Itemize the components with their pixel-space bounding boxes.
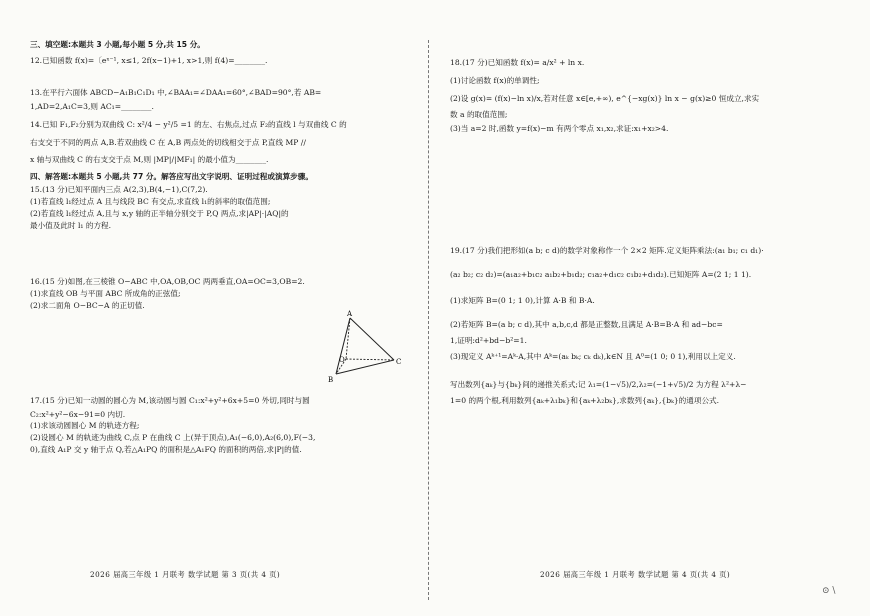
question-18-line1: 18.(17 分)已知函数 f(x)= a/x² + ln x. <box>450 58 585 67</box>
question-17-line1: 17.(15 分)已知一动圆的圆心为 M,该动圆与圆 C₁:x²+y²+6x+5=0 外切,同时与圆 <box>30 396 310 405</box>
question-16-part2: (2)求二面角 O−BC−A 的正切值. <box>30 301 145 310</box>
question-17-line2: C₂:x²+y²−6x−91=0 内切. <box>30 410 126 419</box>
vertex-label-C: C <box>396 358 402 366</box>
question-18-part2: (2)设 g(x)= (f(x)−ln x)/x,若对任意 x∈[e,+∞), e^{−xg(x)} ln x − g(x)≥0 恒成立,求实 <box>450 94 760 103</box>
vertex-label-O: O <box>339 356 345 364</box>
section-answer-heading: 四、解答题:本题共 5 小题,共 77 分。解答应写出文字说明、证明过程或演算步骤。 <box>30 172 313 181</box>
question-14-line2: 右支交于不同的两点 A,B.若双曲线 C 在 A,B 两点处的切线相交于点 P,直线 MP // <box>30 138 306 147</box>
question-18-part2-cont: 数 a 的取值范围; <box>450 110 508 119</box>
question-15-part2-cont: 最小值及此时 l₁ 的方程. <box>30 221 112 230</box>
question-13-line1: 13.在平行六面体 ABCD−A₁B₁C₁D₁ 中,∠BAA₁=∠DAA₁=60°,∠BAD=90°,若 AB= <box>30 88 322 97</box>
question-19-line1: 19.(17 分)我们把形如(a b; c d)的数学对象称作一个 2×2 矩阵.定义矩阵乘法:(a₁ b₁; c₁ d₁)· <box>450 246 764 255</box>
question-15-part1: (1)若直线 l₁经过点 A 且与线段 BC 有交点,求直线 l₁的斜率的取值范围; <box>30 197 271 206</box>
edge-AC <box>350 318 394 360</box>
question-14-line1: 14.已知 F₁,F₂分别为双曲线 C: x²/4 − y²/5 =1 的左、右焦点,过点 F₂的直线 l 与双曲线 C 的 <box>30 120 347 129</box>
question-15-line1: 15.(13 分)已知平面内三点 A(2,3),B(4,−1),C(7,2). <box>30 185 208 194</box>
edge-OC <box>346 359 394 360</box>
question-13-line2: 1,AD=2,A₁C=3,则 AC₁=________. <box>30 102 154 111</box>
edge-AB <box>336 318 350 374</box>
question-14-line3: x 轴与双曲线 C 的右支交于点 M,则 |MP|/|MF₁| 的最小值为________. <box>30 155 269 164</box>
page-3 <box>30 0 415 616</box>
vertex-label-B: B <box>328 376 334 384</box>
page-4-footer: 2026 届高三年级 1 月联考 数学试题 第 4 页(共 4 页) <box>540 570 731 579</box>
question-12: 12.已知函数 f(x)=〔eˣ⁻¹, x≤1, 2f(x−1)+1, x>1,则 f(4)=________. <box>30 56 268 65</box>
question-17-part1: (1)求该动圆圆心 M 的轨迹方程; <box>30 421 140 430</box>
question-19-part3-cont1: 写出数列{aₖ}与{bₖ}间的递推关系式;记 λ₁=(1−√5)/2,λ₂=(−1+√5)/2 为方程 λ²+λ− <box>450 380 747 389</box>
question-16-line1: 16.(15 分)如图,在三棱锥 O−ABC 中,OA,OB,OC 两两垂直,OA=OC=3,OB=2. <box>30 277 305 286</box>
page-3-footer: 2026 届高三年级 1 月联考 数学试题 第 3 页(共 4 页) <box>90 570 281 579</box>
question-15-part2: (2)若直线 l₁经过点 A,且与 x,y 轴的正半轴分别交于 P,Q 两点,求|AP|·|AQ|的 <box>30 209 289 218</box>
question-17-part2-cont: 0),直线 A₁P 交 y 轴于点 Q,若△A₁PQ 的面积是△A₁FQ 的面积的两倍,求|P|的值. <box>30 445 302 454</box>
pyramid-figure <box>326 308 406 386</box>
page-4 <box>450 0 825 616</box>
question-17-part2: (2)设圆心 M 的轨迹为曲线 C,点 P 在曲线 C 上(异于顶点),A₁(−6,0),A₂(6,0),F(−3, <box>30 433 316 442</box>
corner-mark: ⊙ \ <box>822 586 836 596</box>
question-19-part3: (3)现定义 Aᵏ⁺¹=Aᵏ·A,其中 Aᵏ=(aₖ bₖ; cₖ dₖ),k∈N 且 A⁰=(1 0; 0 1),利用以上定义. <box>450 352 736 361</box>
vertex-label-A: A <box>347 310 353 318</box>
section-fill-blank-heading: 三、填空题:本题共 3 小题,每小题 5 分,共 15 分。 <box>30 40 205 49</box>
question-19-part3-cont2: 1=0 的两个根,利用数列{aₖ+λ₁bₖ}和{aₖ+λ₂bₖ},求数列{aₖ},{bₖ}的通项公式. <box>450 396 720 405</box>
question-16-part1: (1)求直线 OB 与平面 ABC 所成角的正弦值; <box>30 289 181 298</box>
question-19-part1: (1)求矩阵 B=(0 1; 1 0),计算 A·B 和 B·A. <box>450 296 595 305</box>
question-19-part2-cont: 1,证明:d²+bd−b²=1. <box>450 336 527 345</box>
question-19-part2: (2)若矩阵 B=(a b; c d),其中 a,b,c,d 都是正整数,且满足 A·B=B·A 和 ad−bc= <box>450 320 723 329</box>
question-18-part3: (3)当 a=2 时,函数 y=f(x)−m 有两个零点 x₁,x₂,求证:x₁+x₂>4. <box>450 124 669 133</box>
fold-line <box>428 40 429 600</box>
question-19-line2: (a₂ b₂; c₂ d₂)=(a₁a₂+b₁c₂ a₁b₂+b₁d₂; c₁a₂+d₁c₂ c₁b₂+d₁d₂).已知矩阵 A=(2 1; 1 1). <box>450 270 752 279</box>
question-18-part1: (1)讨论函数 f(x)的单调性; <box>450 76 540 85</box>
